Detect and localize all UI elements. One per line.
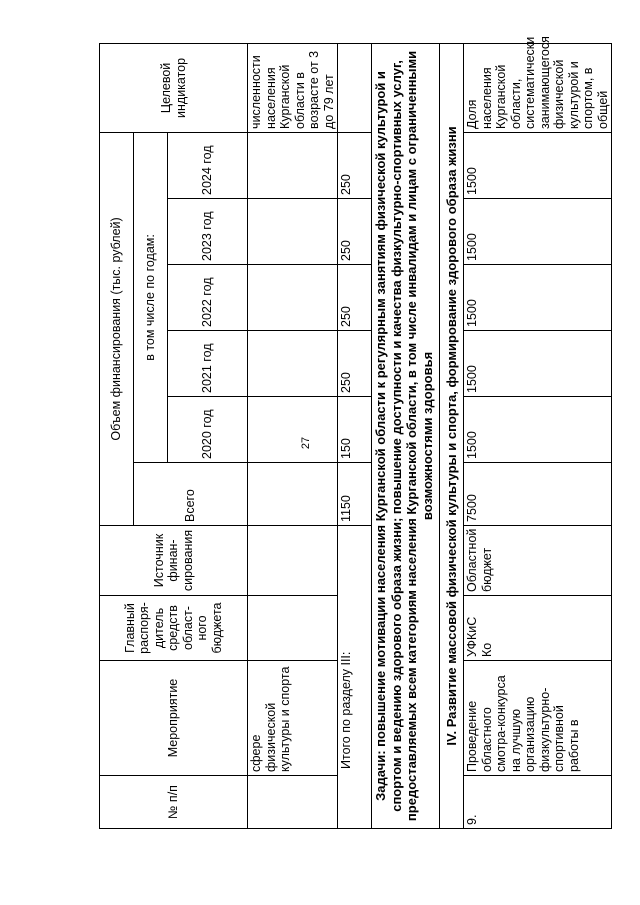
cell-indicator: Доля населения Курганской области, систематически занимающегося физической культурой и спортом, в общей bbox=[464, 43, 612, 132]
cell-manager: УФКиС Ко bbox=[464, 596, 612, 661]
table-row-total bbox=[338, 43, 372, 828]
cell-indicator bbox=[338, 43, 372, 132]
header-total: Всего bbox=[134, 463, 248, 526]
cell-year bbox=[248, 199, 338, 265]
cell-year: 250 bbox=[338, 265, 372, 331]
table-row-section-iv bbox=[440, 43, 464, 828]
table-row-9 bbox=[464, 43, 612, 828]
cell-year bbox=[248, 397, 338, 463]
funding-table bbox=[99, 36, 612, 829]
header-year: 2024 год bbox=[168, 132, 248, 198]
cell-total: 1150 bbox=[338, 463, 372, 526]
cell-year: 150 bbox=[338, 397, 372, 463]
header-year: 2021 год bbox=[168, 331, 248, 397]
cell-year bbox=[248, 265, 338, 331]
header-num: № п/п bbox=[100, 776, 248, 829]
cell-year: 250 bbox=[338, 132, 372, 198]
header-year: 2022 год bbox=[168, 265, 248, 331]
table-row-tasks bbox=[372, 43, 440, 828]
header-year: 2020 год bbox=[168, 397, 248, 463]
header-year: 2023 год bbox=[168, 199, 248, 265]
cell-total: 7500 bbox=[464, 463, 612, 526]
header-source: Источник финан-сирования bbox=[100, 526, 248, 596]
header-by-years: в том числе по годам: bbox=[134, 132, 168, 462]
table-row-continuation bbox=[248, 43, 338, 828]
tasks-text: Задачи: повышение мотивации населения Курганской области к регулярным занятиям физической культурой и спортом и ведению здорового образа жизни; повышение доступности и качества физкультурно-спортивных услуг, предоставляемых всем категориям населения Курганской области, в том числе инвалидам и лицам с ограниченными возможностями здоровья bbox=[372, 43, 440, 828]
cell-year: 250 bbox=[338, 331, 372, 397]
cell-source: Областной бюджет bbox=[464, 526, 612, 596]
cell-year: 1500 bbox=[464, 199, 612, 265]
cell-num bbox=[248, 776, 338, 829]
cell-year: 1500 bbox=[464, 331, 612, 397]
cell-year: 1500 bbox=[464, 265, 612, 331]
header-funding: Объем финансирования (тыс. рублей) bbox=[100, 132, 134, 525]
cell-year: 1500 bbox=[464, 397, 612, 463]
cell-year bbox=[248, 132, 338, 198]
cell-year: 1500 bbox=[464, 132, 612, 198]
cell-manager bbox=[248, 596, 338, 661]
section-iv-title: IV. Развитие массовой физической культуры и спорта, формирование здорового образа жизни bbox=[440, 43, 464, 828]
cell-year bbox=[248, 331, 338, 397]
page-number: 27 bbox=[300, 436, 313, 450]
header-event: Мероприятие bbox=[100, 661, 248, 776]
cell-event: сфере физической культуры и спорта bbox=[248, 661, 338, 776]
cell-total-label: Итого по разделу III: bbox=[338, 526, 372, 829]
cell-event: Проведение областного смотра-конкурса на лучшую организацию физкультурно-спортивной работы в bbox=[464, 661, 612, 776]
cell-indicator: численности населения Курганской области в возрасте от 3 до 79 лет bbox=[248, 43, 338, 132]
cell-num: 9. bbox=[464, 776, 612, 829]
cell-source bbox=[248, 526, 338, 596]
header-indicator: Целевой индикатор bbox=[100, 43, 248, 132]
cell-total bbox=[248, 463, 338, 526]
rotated-table-stage bbox=[99, 36, 610, 829]
header-manager: Главный распоря-дитель средств област-ного бюджета bbox=[100, 596, 248, 661]
cell-year: 250 bbox=[338, 199, 372, 265]
